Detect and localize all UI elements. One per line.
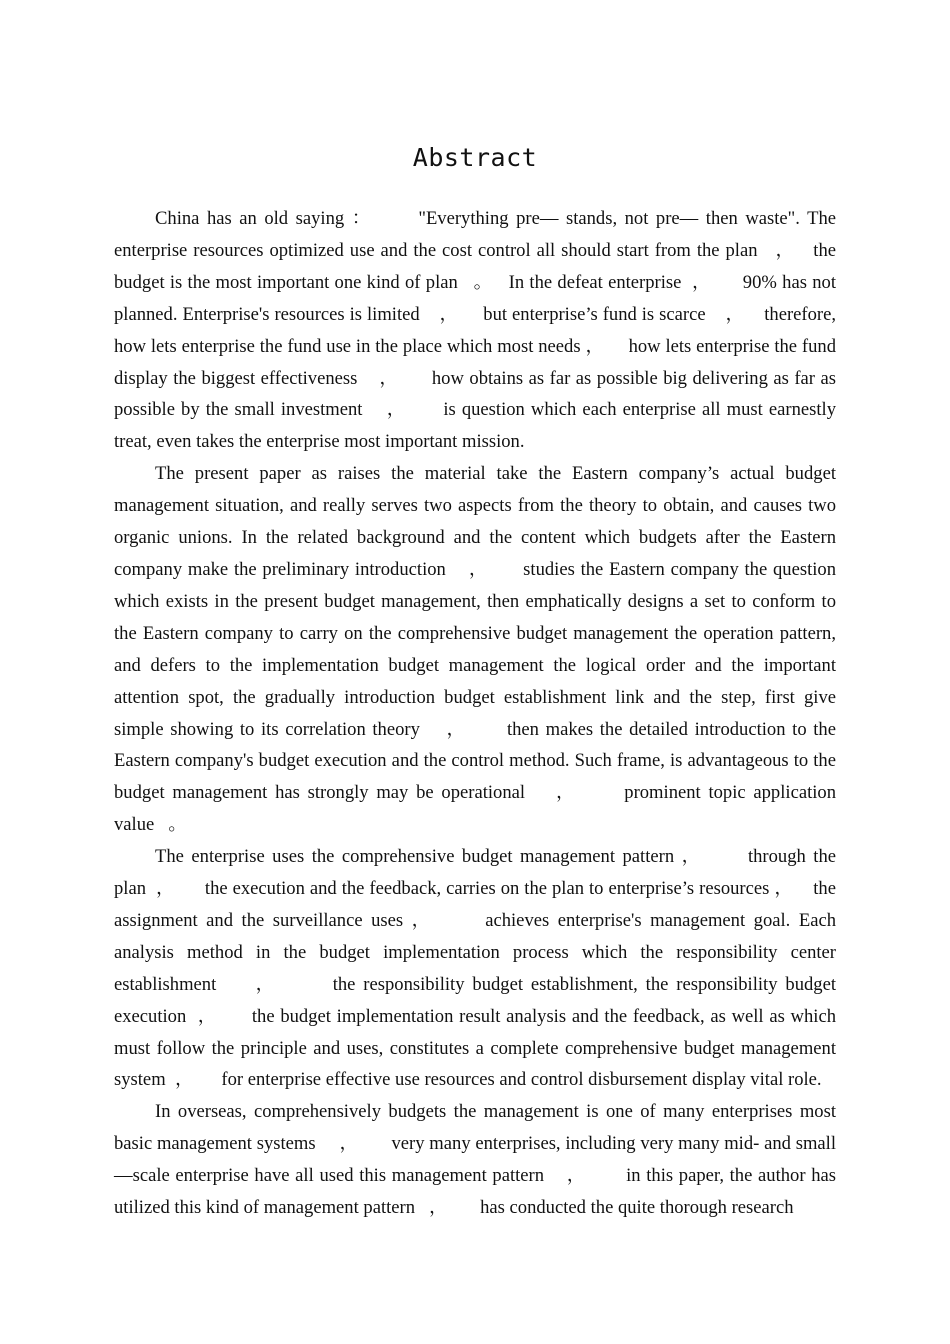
page-title: Abstract [412, 143, 538, 172]
abstract-paragraph-2: The present paper as raises the material take the Eastern company’s actual budget management situation, and really serves two aspects from the theory to obtain, and causes two organic unions. In the related background and the content which budgets after the Eastern company make the preliminary introduction ， studies the Eastern company the question which exists in the present budget management, then emphatically designs a set to conform to the Eastern company to carry on the comprehensive budget management the operation pattern, and defers to the implementation budget management the logical order and the important attention spot, the gradually introduction budget establishment link and the step, first give simple showing to its correlation theory ， then makes the detailed introduction to the Eastern company's budget execution and the control method. Such frame, is advantageous to the budget management has strongly may be operational ， prominent topic application value 。 [114, 463, 836, 836]
abstract-body [114, 203, 836, 1224]
abstract-paragraph-4: In overseas, comprehensively budgets the management is one of many enterprises most basic management systems ， very many enterprises, including very many mid- and small—scale enterprise have all used this management pattern ， in this paper, the author has utilized this kind of management pattern ， has conducted the quite thorough research [114, 1101, 836, 1219]
abstract-paragraph-3: The enterprise uses the comprehensive budget management pattern ， through the plan ， the execution and the feedback, carries on the plan to enterprise’s resources ， the assignment and the surveillance uses ， achieves enterprise's management goal. Each analysis method in the budget implementation process which the responsibility center establishment ， the responsibility budget establishment, the responsibility budget execution ， the budget implementation result analysis and the feedback, as well as which must follow the principle and uses, constitutes a complete comprehensive budget management system ， for enterprise effective use resources and control disbursement display vital role. [114, 846, 836, 1091]
abstract-paragraph-1: China has an old saying ： "Everything pre— stands, not pre— then waste". The enterprise resources optimized use and the cost control all should start from the plan ， the budget is the most important one kind of plan 。 In the defeat enterprise ， 90% has not planned. Enterprise's resources is limited ， but enterprise’s fund is scarce ， therefore, how lets enterprise the fund use in the place which most needs ， how lets enterprise the fund display the biggest effectiveness ， how obtains as far as possible big delivering as far as possible by the small investment ， is question which each enterprise all must earnestly treat, even takes the enterprise most important mission. [114, 208, 836, 453]
